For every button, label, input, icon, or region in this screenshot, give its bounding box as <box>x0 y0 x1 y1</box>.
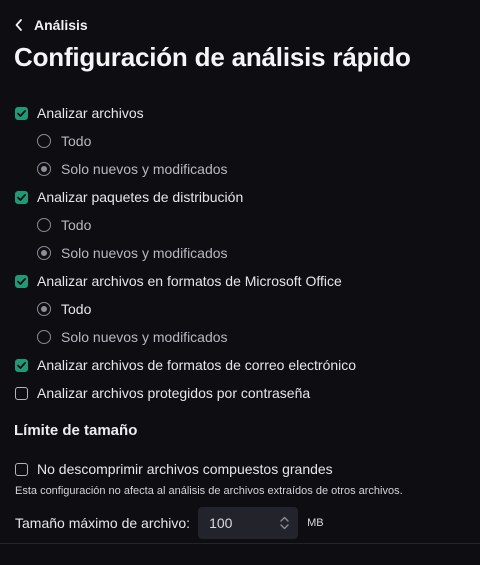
radio-unselected-icon[interactable] <box>37 134 51 148</box>
checkbox-checked-icon[interactable] <box>15 107 28 120</box>
back-link-label: Análisis <box>34 17 88 33</box>
bottom-divider <box>0 543 480 544</box>
max-file-size-value[interactable]: 100 <box>209 515 233 531</box>
radio-label: Todo <box>61 133 92 149</box>
max-file-size-label: Tamaño máximo de archivo: <box>15 515 191 531</box>
checkbox-label: Analizar archivos protegidos por contraseña <box>37 385 311 401</box>
chevron-left-icon <box>14 18 24 32</box>
radio-label: Todo <box>61 301 92 317</box>
radio-label: Solo nuevos y modificados <box>61 245 228 261</box>
stepper-down-icon[interactable] <box>280 524 289 530</box>
checkbox-checked-icon[interactable] <box>15 275 28 288</box>
max-file-size-row <box>15 506 324 540</box>
checkbox-label: Analizar archivos <box>37 105 144 121</box>
radio-label: Solo nuevos y modificados <box>61 329 228 345</box>
max-file-size-input[interactable] <box>198 507 298 539</box>
checkbox-label: Analizar archivos en formatos de Microsoft Office <box>37 273 342 289</box>
checkbox-scan-files[interactable] <box>15 102 144 124</box>
checkbox-no-unpack-large[interactable] <box>15 458 333 480</box>
checkbox-scan-office-formats[interactable] <box>15 270 342 292</box>
number-stepper[interactable] <box>280 516 289 530</box>
checkbox-scan-email-formats[interactable] <box>15 354 356 376</box>
radio-office-all[interactable] <box>37 298 91 320</box>
radio-label: Todo <box>61 217 92 233</box>
radio-selected-icon[interactable] <box>37 246 51 260</box>
page-title: Configuración de análisis rápido <box>14 42 411 72</box>
checkbox-label: Analizar paquetes de distribución <box>37 189 244 205</box>
radio-files-all[interactable] <box>37 130 91 152</box>
back-link[interactable] <box>14 14 88 36</box>
checkbox-unchecked-icon[interactable] <box>15 463 28 476</box>
radio-packages-new-modified[interactable] <box>37 242 228 264</box>
radio-unselected-icon[interactable] <box>37 330 51 344</box>
section-title-size-limit: Límite de tamaño <box>14 422 138 439</box>
checkbox-checked-icon[interactable] <box>15 191 28 204</box>
radio-unselected-icon[interactable] <box>37 218 51 232</box>
checkbox-unchecked-icon[interactable] <box>15 387 28 400</box>
radio-selected-icon[interactable] <box>37 302 51 316</box>
size-limit-note: Esta configuración no afecta al análisis de archivos extraídos de otros archivos. <box>15 485 403 497</box>
checkbox-scan-password-protected[interactable] <box>15 382 310 404</box>
radio-label: Solo nuevos y modificados <box>61 161 228 177</box>
checkbox-scan-distribution-packages[interactable] <box>15 186 243 208</box>
radio-selected-icon[interactable] <box>37 162 51 176</box>
stepper-up-icon[interactable] <box>280 516 289 522</box>
checkbox-checked-icon[interactable] <box>15 359 28 372</box>
size-unit-label: MB <box>307 517 324 529</box>
checkbox-label: No descomprimir archivos compuestos grandes <box>37 461 333 477</box>
radio-packages-all[interactable] <box>37 214 91 236</box>
radio-files-new-modified[interactable] <box>37 158 228 180</box>
checkbox-label: Analizar archivos de formatos de correo electrónico <box>37 357 357 373</box>
radio-office-new-modified[interactable] <box>37 326 228 348</box>
